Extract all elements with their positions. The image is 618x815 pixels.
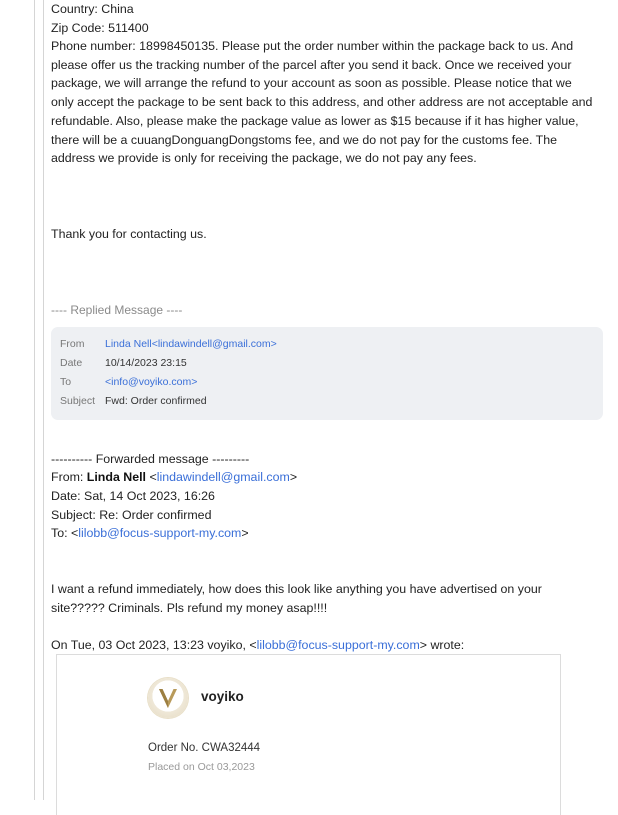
replied-date-row — [60, 356, 187, 370]
thanks-line: Thank you for contacting us. — [51, 227, 207, 241]
forwarded-from-email-link[interactable]: lindawindell@gmail.com — [156, 470, 290, 484]
replied-to-label: To — [60, 376, 72, 388]
order-email-card — [56, 654, 561, 815]
forwarded-from-prefix: From: — [51, 470, 87, 484]
forwarded-to-prefix: To: < — [51, 526, 79, 540]
replied-date-value: 10/14/2023 23:15 — [105, 357, 187, 369]
forwarded-date-line: Date: Sat, 14 Oct 2023, 16:26 — [51, 489, 215, 503]
forwarded-from-line — [51, 468, 297, 487]
quote-rail-inner — [43, 0, 44, 800]
forwarded-header: ---------- Forwarded message --------- — [51, 452, 250, 466]
replied-to-row — [60, 375, 197, 389]
order-number: Order No. CWA32444 — [148, 742, 261, 754]
phone-paragraph: Phone number: 18998450135. Please put the order number within the package back to us. And please offer us the tracking number of the parcel after you send it back. Once we received your package, we will arrange the refund to your account as soon as possible. Please notice that we only accept the package to be sent back to this address, and other address are not acceptable and refundable. Also, please make the package value as lower as $15 because if it has higher value, there will be a cuuangDonguangDongstoms fee, and we do not pay for the customs fee. The address we provide is only for receiving the package, we do not pay any fees. — [51, 39, 593, 166]
replied-from-label: From — [60, 338, 85, 350]
replied-message-header: ---- Replied Message ---- — [51, 303, 183, 317]
replied-date-label: Date — [60, 357, 83, 369]
forwarded-to-line — [51, 524, 249, 543]
replied-subject-row — [60, 394, 207, 408]
voyiko-v-logo-icon — [148, 678, 188, 718]
placed-on-date: Placed on Oct 03,2023 — [148, 761, 255, 773]
wrote-suffix: > wrote: — [419, 638, 465, 652]
wrote-line — [51, 636, 464, 655]
forwarded-from-close: > — [289, 470, 298, 484]
zip-line: Zip Code: 511400 — [51, 21, 149, 35]
forwarded-to-email-link[interactable]: lilobb@focus-support-my.com — [78, 526, 242, 540]
replied-from-link[interactable]: Linda Nell<lindawindell@gmail.com> — [105, 338, 277, 350]
complaint-paragraph: I want a refund immediately, how does this look like anything you have advertised on your site????? Criminals. Pls refund my money asap!!!! — [51, 582, 542, 615]
brand-name: voyiko — [201, 689, 244, 704]
forwarded-from-open: < — [146, 470, 157, 484]
replied-from-row — [60, 337, 277, 351]
replied-subject-label: Subject — [60, 395, 96, 407]
replied-subject-value: Fwd: Order confirmed — [105, 395, 207, 407]
forwarded-subject-line: Subject: Re: Order confirmed — [51, 508, 212, 522]
quote-rail-outer — [34, 0, 35, 800]
wrote-email-link[interactable]: lilobb@focus-support-my.com — [256, 638, 420, 652]
forwarded-from-name: Linda Nell — [86, 470, 147, 484]
replied-to-link[interactable]: <info@voyiko.com> — [105, 376, 198, 388]
wrote-prefix: On Tue, 03 Oct 2023, 13:23 voyiko, < — [51, 638, 257, 652]
country-line: Country: China — [51, 2, 134, 16]
forwarded-to-close: > — [241, 526, 249, 540]
